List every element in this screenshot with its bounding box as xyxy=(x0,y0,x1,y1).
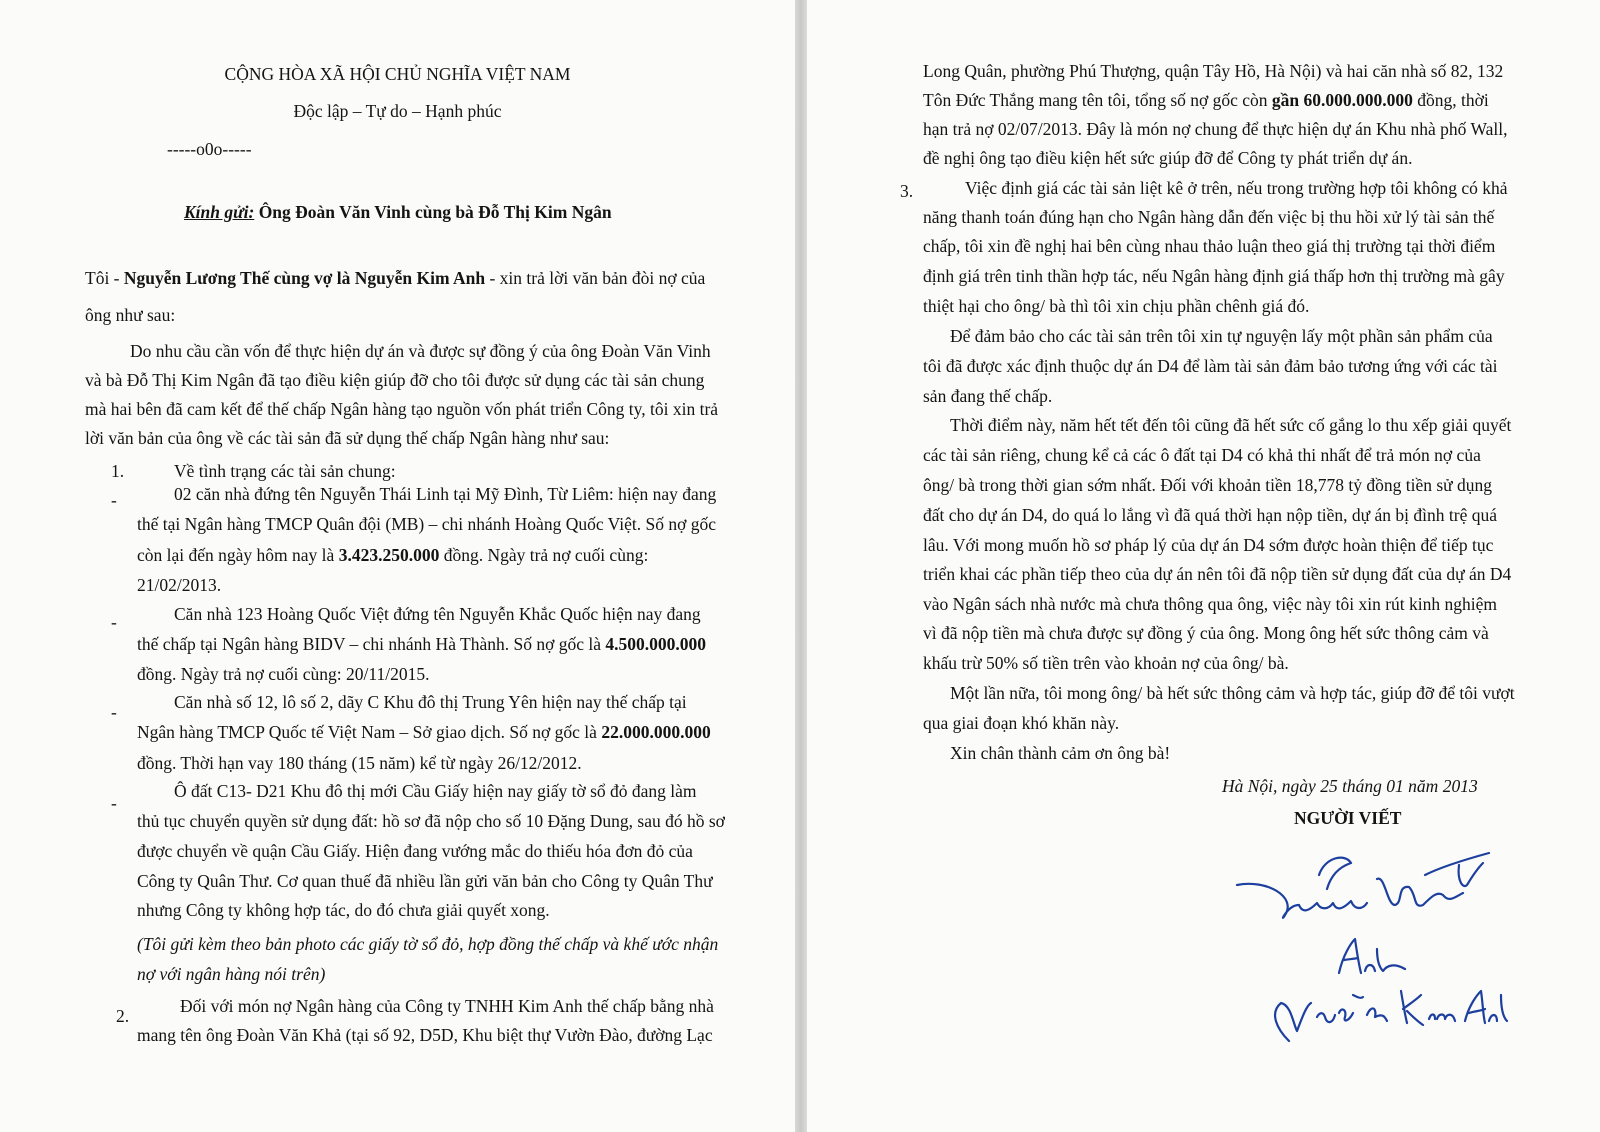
b3-amount: 22.000.000.000 xyxy=(601,722,711,742)
para-c-line: qua giai đoạn khó khăn này. xyxy=(923,713,1120,733)
recipient-label: Kính gửi: xyxy=(184,202,255,222)
item-3-line: năng thanh toán đúng hạn cho Ngân hàng dẫn đến việc bị thu hồi xử lý tài sản thế xyxy=(923,207,1495,227)
intro-prefix: Tôi - xyxy=(85,268,124,288)
intro-line-2: ông như sau: xyxy=(85,305,176,325)
date-line: Hà Nội, ngày 25 tháng 01 năm 2013 xyxy=(1222,776,1478,796)
b4-line: được chuyển về quận Cầu Giấy. Hiện đang vướng mắc do thiếu hóa đơn đỏ của xyxy=(137,841,693,861)
para-b-line: Thời điểm này, năm hết tết đến tôi cũng đã hết sức cố gắng lo thu xếp giải quyết xyxy=(950,415,1512,435)
attachment-note: (Tôi gửi kèm theo bản photo các giấy tờ sổ đỏ, hợp đồng thế chấp và khế ước nhận xyxy=(137,934,719,954)
para-a-line: sản đang thế chấp. xyxy=(923,386,1053,406)
para1-line: mà hai bên đã cam kết để thế chấp Ngân hàng tạo nguồn vốn phát triển Công ty, tôi xin trả xyxy=(85,399,719,419)
para-b-line: khấu trừ 50% số tiền trên vào khoản nợ của ông/ bà. xyxy=(923,653,1289,673)
continuation-line: đề nghị ông tạo điều kiện hết sức giúp đỡ để Công ty phát triển dự án. xyxy=(923,148,1413,168)
b4-line: thủ tục chuyển quyền sử dụng đất: hồ sơ đã nộp cho số 10 Đặng Dung, sau đó hồ sơ xyxy=(137,811,725,831)
b4-line: Công ty Quân Thư. Cơ quan thuế đã nhiều lần gửi văn bản cho Công ty Quân Thư xyxy=(137,871,713,891)
page-gutter xyxy=(795,0,807,1132)
para1-line: lời văn bản của ông về các tài sản đã sử dụng thế chấp Ngân hàng như sau: xyxy=(85,428,610,448)
para-b-line: vào Ngân sách nhà nước mà chưa thông qua ông, việc này tôi xin rút kinh nghiệm xyxy=(923,594,1497,614)
recipient-line xyxy=(184,200,612,224)
bullet-marker: - xyxy=(111,490,117,510)
b3-line: Căn nhà số 12, lô số 2, dãy C Khu đô thị Trung Yên hiện nay thế chấp tại xyxy=(174,692,687,712)
b3-text: Ngân hàng TMCP Quốc tế Việt Nam – Sở giao dịch. Số nợ gốc là xyxy=(137,722,602,742)
para-a-line: tôi đã được xác định thuộc dự án D4 để làm tài sản đảm bảo tương ứng với các tài xyxy=(923,356,1498,376)
para-b-line: triển khai các phần tiếp theo của dự án nên tôi đã nộp tiền sử dụng đất của dự án D4 xyxy=(923,564,1512,584)
para1-line: Do nhu cầu cần vốn để thực hiện dự án và được sự đồng ý của ông Đoàn Văn Vinh xyxy=(130,341,711,361)
b4-line: nhưng Công ty không hợp tác, do đó chưa giải quyết xong. xyxy=(137,900,550,920)
b1-line-3 xyxy=(137,543,648,567)
intro-names: Nguyễn Lương Thế cùng vợ là Nguyễn Kim Anh xyxy=(123,268,486,288)
item-3-line: Việc định giá các tài sản liệt kê ở trên, nếu trong trường hợp tôi không có khả xyxy=(965,178,1508,198)
attachment-note: nợ với ngân hàng nói trên) xyxy=(137,964,326,984)
cont-amount: gần 60.000.000.000 xyxy=(1271,90,1413,110)
intro-line xyxy=(85,266,705,290)
b4-line: Ô đất C13- D21 Khu đô thị mới Cầu Giấy hiện nay giấy tờ sổ đỏ đang làm xyxy=(174,781,697,801)
intro-suffix: - xin trả lời văn bản đòi nợ của xyxy=(485,268,706,288)
signer-title: NGƯỜI VIẾT xyxy=(1294,808,1402,828)
b1-text: còn lại đến ngày hôm nay là xyxy=(137,545,339,565)
b1-line: thế tại Ngân hàng TMCP Quân đội (MB) – chi nhánh Hoàng Quốc Việt. Số nợ gốc xyxy=(137,514,716,534)
para-b-line: các tài sản riêng, chung kể cả các ô đất tại D4 có khả thi nhất để trả món nợ của xyxy=(923,445,1481,465)
para-c-line: Một lần nữa, tôi mong ông/ bà hết sức thông cảm và hợp tác, giúp đỡ để tôi vượt xyxy=(950,683,1515,703)
motto: Độc lập – Tự do – Hạnh phúc xyxy=(293,101,502,121)
handwritten-signatures xyxy=(1227,845,1517,1055)
thanks-line: Xin chân thành cảm ơn ông bà! xyxy=(950,743,1171,763)
para-a-line: Để đảm bảo cho các tài sản trên tôi xin tự nguyện lấy một phần sản phẩm của xyxy=(950,326,1493,346)
cont-text: Tôn Đức Thắng mang tên tôi, tổng số nợ gốc còn xyxy=(923,90,1272,110)
para-b-line: lâu. Với mong muốn hồ sơ pháp lý của dự án D4 sớm được hoàn thiện để tiếp tục xyxy=(923,535,1494,555)
b2-line: Căn nhà 123 Hoàng Quốc Việt đứng tên Nguyễn Khắc Quốc hiện nay đang xyxy=(174,604,701,624)
b2-text: thế chấp tại Ngân hàng BIDV – chi nhánh Hà Thành. Số nợ gốc là xyxy=(137,634,606,654)
item-3-line: thiệt hại cho ông/ bà thì tôi xin chịu phần chênh giá đó. xyxy=(923,296,1310,316)
separator: -----o0o----- xyxy=(167,139,252,159)
continuation-line: Long Quân, phường Phú Thượng, quận Tây Hồ, Hà Nội) và hai căn nhà số 82, 132 xyxy=(923,61,1504,81)
right-page xyxy=(807,0,1600,1132)
item-2-number: 2. xyxy=(116,1006,130,1026)
bullet-marker: - xyxy=(111,702,117,722)
b2-line-2 xyxy=(137,632,706,656)
b1-line: 02 căn nhà đứng tên Nguyễn Thái Linh tại Mỹ Đình, Từ Liêm: hiện nay đang xyxy=(174,484,717,504)
national-title: CỘNG HÒA XÃ HỘI CHỦ NGHĨA VIỆT NAM xyxy=(224,64,571,84)
item-3-line: định giá trên tinh thần hợp tác, nếu Ngân hàng định giá thấp hơn thị trường mà gây xyxy=(923,266,1505,286)
b1-line-4: 21/02/2013. xyxy=(137,575,222,595)
continuation-line-2 xyxy=(923,88,1489,112)
b2-amount: 4.500.000.000 xyxy=(605,634,706,654)
item-1-number: 1. xyxy=(111,461,125,481)
continuation-line: hạn trả nợ 02/07/2013. Đây là món nợ chung để thực hiện dự án Khu nhà phố Wall, xyxy=(923,119,1508,139)
para-b-line: đất cho dự án D4, do quá lo lắng vì đã quá thời hạn nộp tiền, dự án bị đình trệ quá xyxy=(923,505,1498,525)
item-2-line: mang tên ông Đoàn Văn Khả (tại số 92, D5D, Khu biệt thự Vườn Đào, đường Lạc xyxy=(137,1025,713,1045)
bullet-marker: - xyxy=(111,612,117,632)
para-b-line: vì đã nộp tiền mà chưa được sự đồng ý của ông. Mong ông hết sức thông cảm và xyxy=(923,623,1489,643)
item-2-line: Đối với món nợ Ngân hàng của Công ty TNHH Kim Anh thế chấp bằng nhà xyxy=(180,996,714,1016)
item-1-text: Về tình trạng các tài sản chung: xyxy=(174,461,396,481)
para-b-line: ông/ bà trong thời gian sớm nhất. Đối với khoản tiền 18,778 tỷ đồng tiền sử dụng xyxy=(923,475,1493,495)
cont-text: đồng, thời xyxy=(1412,90,1489,110)
bullet-marker: - xyxy=(111,793,117,813)
item-3-line: chấp, tôi xin đề nghị hai bên cùng nhau thảo luận theo giá thị trường tại thời điểm xyxy=(923,236,1496,256)
item-3-number: 3. xyxy=(900,181,914,201)
b3-line-2 xyxy=(137,720,711,744)
b1-amount: 3.423.250.000 xyxy=(338,545,440,565)
para1-line: và bà Đỗ Thị Kim Ngân đã tạo điều kiện giúp đỡ cho tôi được sử dụng các tài sản chung xyxy=(85,370,705,390)
b1-text: đồng. Ngày trả nợ cuối cùng: xyxy=(439,545,649,565)
b3-line-3: đồng. Thời hạn vay 180 tháng (15 năm) kể từ ngày 26/12/2012. xyxy=(137,753,582,773)
recipient-names: Ông Đoàn Văn Vinh cùng bà Đỗ Thị Kim Ngân xyxy=(258,202,612,222)
b2-line-3: đồng. Ngày trả nợ cuối cùng: 20/11/2015. xyxy=(137,664,430,684)
left-page xyxy=(0,0,795,1132)
